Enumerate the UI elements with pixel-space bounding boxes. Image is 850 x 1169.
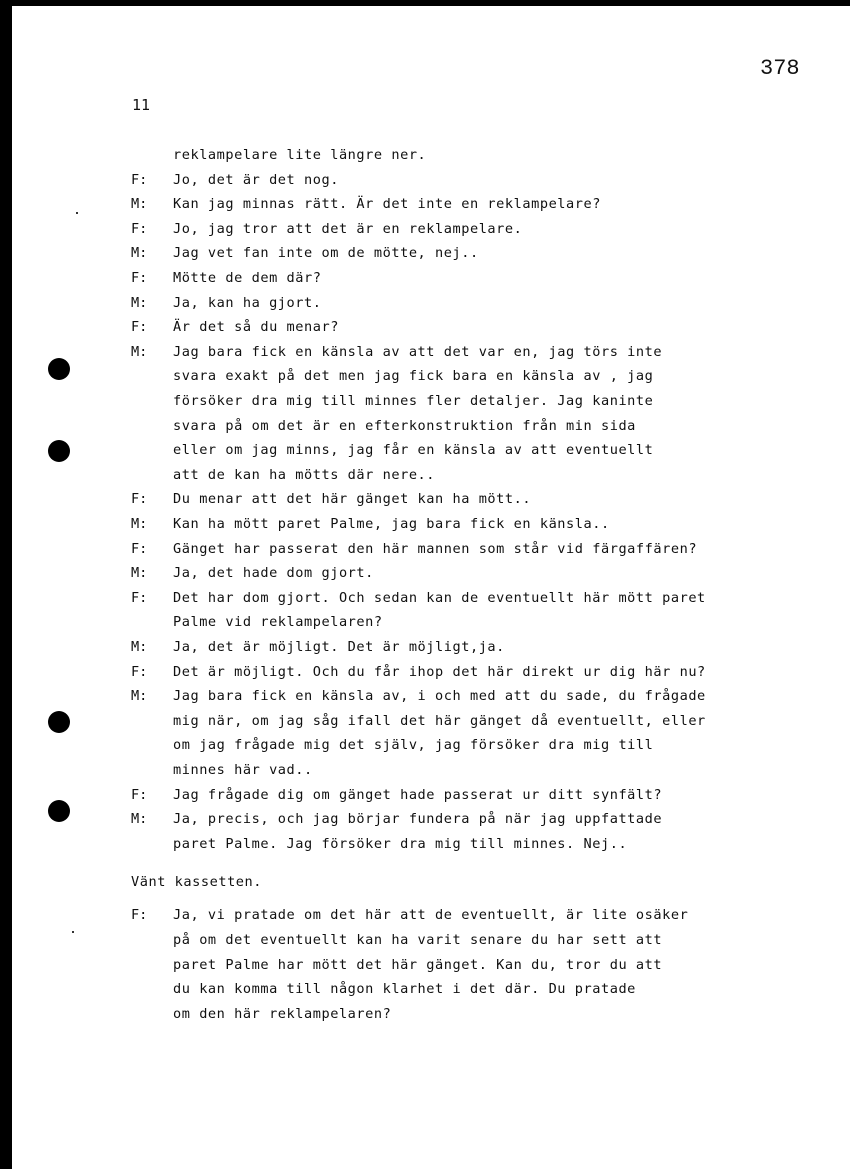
speaker-label: M: [131,516,148,532]
transcript-line: om jag frågade mig det själv, jag försöker dra mig till [173,737,654,754]
transcript-line: att de kan ha mötts där nere.. [173,466,436,483]
page-number: 378 [760,56,800,81]
transcript-line: Gänget har passerat den här mannen som står vid färgaffären? [173,540,698,557]
transcript-line: Kan jag minnas rätt. Är det inte en reklampelare? [173,196,601,213]
transcript-line: försöker dra mig till minnes fler detaljer. Jag kaninte [173,393,654,409]
transcript-line: Jo, det är det nog. [173,171,339,188]
transcript-line: mig när, om jag såg ifall det här gänget då eventuellt, eller [173,712,706,729]
punch-hole [48,440,70,462]
transcript-line: Är det så du menar? [173,319,339,336]
speaker-label: M: [131,565,148,582]
speaker-label: M: [131,294,148,311]
transcript-line: på om det eventuellt kan ha varit senare du har sett att [173,932,663,948]
transcript-line: Jo, jag tror att det är en reklampelare. [173,220,523,237]
transcript-line: Ja, vi pratade om det här att de eventuellt, är lite osäker [173,907,689,924]
speaker-label: M: [131,811,148,828]
speaker-label: F: [131,589,148,606]
speaker-label: F: [131,491,148,508]
transcript-line: Jag vet fan inte om de mötte, nej.. [173,245,479,262]
transcript-line: Jag bara fick en känsla av, i och med att du sade, du frågade [173,688,706,705]
transcript-line: du kan komma till någon klarhet i det där. Du pratade [173,981,636,998]
punch-hole [48,711,70,733]
punch-hole [48,358,70,380]
transcript-line: svara på om det är en efterkonstruktion från min sida [173,417,636,434]
transcript-line: Ja, det hade dom gjort. [173,565,374,582]
transcript-line: paret Palme har mött det här gänget. Kan du, tror du att [173,956,663,973]
transcript-line: Ja, precis, och jag börjar fundera på när jag uppfattade [173,811,663,828]
transcript-line: Jag frågade dig om gänget hade passerat ur ditt synfält? [173,786,663,803]
speaker-label: F: [131,540,148,557]
speaker-label: M: [131,245,148,262]
speaker-label: F: [131,270,148,286]
section-number: 11 [132,96,151,114]
speaker-label: F: [131,220,148,237]
transcript-line: svara exakt på det men jag fick bara en känsla av , jag [173,368,654,385]
speaker-label: M: [131,639,148,655]
transcript-line: Kan ha mött paret Palme, jag bara fick en känsla.. [173,516,610,532]
transcript-line: Ja, det är möjligt. Det är möjligt,ja. [173,639,505,655]
transcript-line: Du menar att det här gänget kan ha mött.. [173,491,532,508]
speaker-label: F: [131,663,148,680]
transcript-line: Det har dom gjort. Och sedan kan de eventuellt här mött paret [173,589,706,606]
speaker-label: F: [131,319,148,336]
speaker-label: F: [131,907,148,924]
speaker-label: M: [131,343,148,360]
speaker-label: F: [131,171,148,188]
transcript-line: Ja, kan ha gjort. [173,294,322,311]
transcript-line: Det är möjligt. Och du får ihop det här direkt ur dig här nu? [173,663,706,680]
document-page [12,6,850,1169]
transcript-line: eller om jag minns, jag får en känsla av att eventuellt [173,442,654,459]
transcript-line: Palme vid reklampelaren? [173,614,383,631]
speaker-label: M: [131,196,148,213]
speck [72,931,74,933]
transcript-line: paret Palme. Jag försöker dra mig till minnes. Nej.. [173,835,628,852]
transcript-line: reklampelare lite längre ner. [173,147,427,163]
speaker-label: M: [131,688,148,705]
transcript-line: minnes här vad.. [173,762,313,778]
transcript-line: om den här reklampelaren? [173,1005,392,1022]
transcript-line: Mötte de dem där? [173,270,322,286]
cassette-note: Vänt kassetten. [131,874,263,891]
speck [76,212,78,214]
speaker-label: F: [131,786,148,803]
transcript-line: Jag bara fick en känsla av att det var en, jag törs inte [173,343,663,360]
punch-hole [48,800,70,822]
